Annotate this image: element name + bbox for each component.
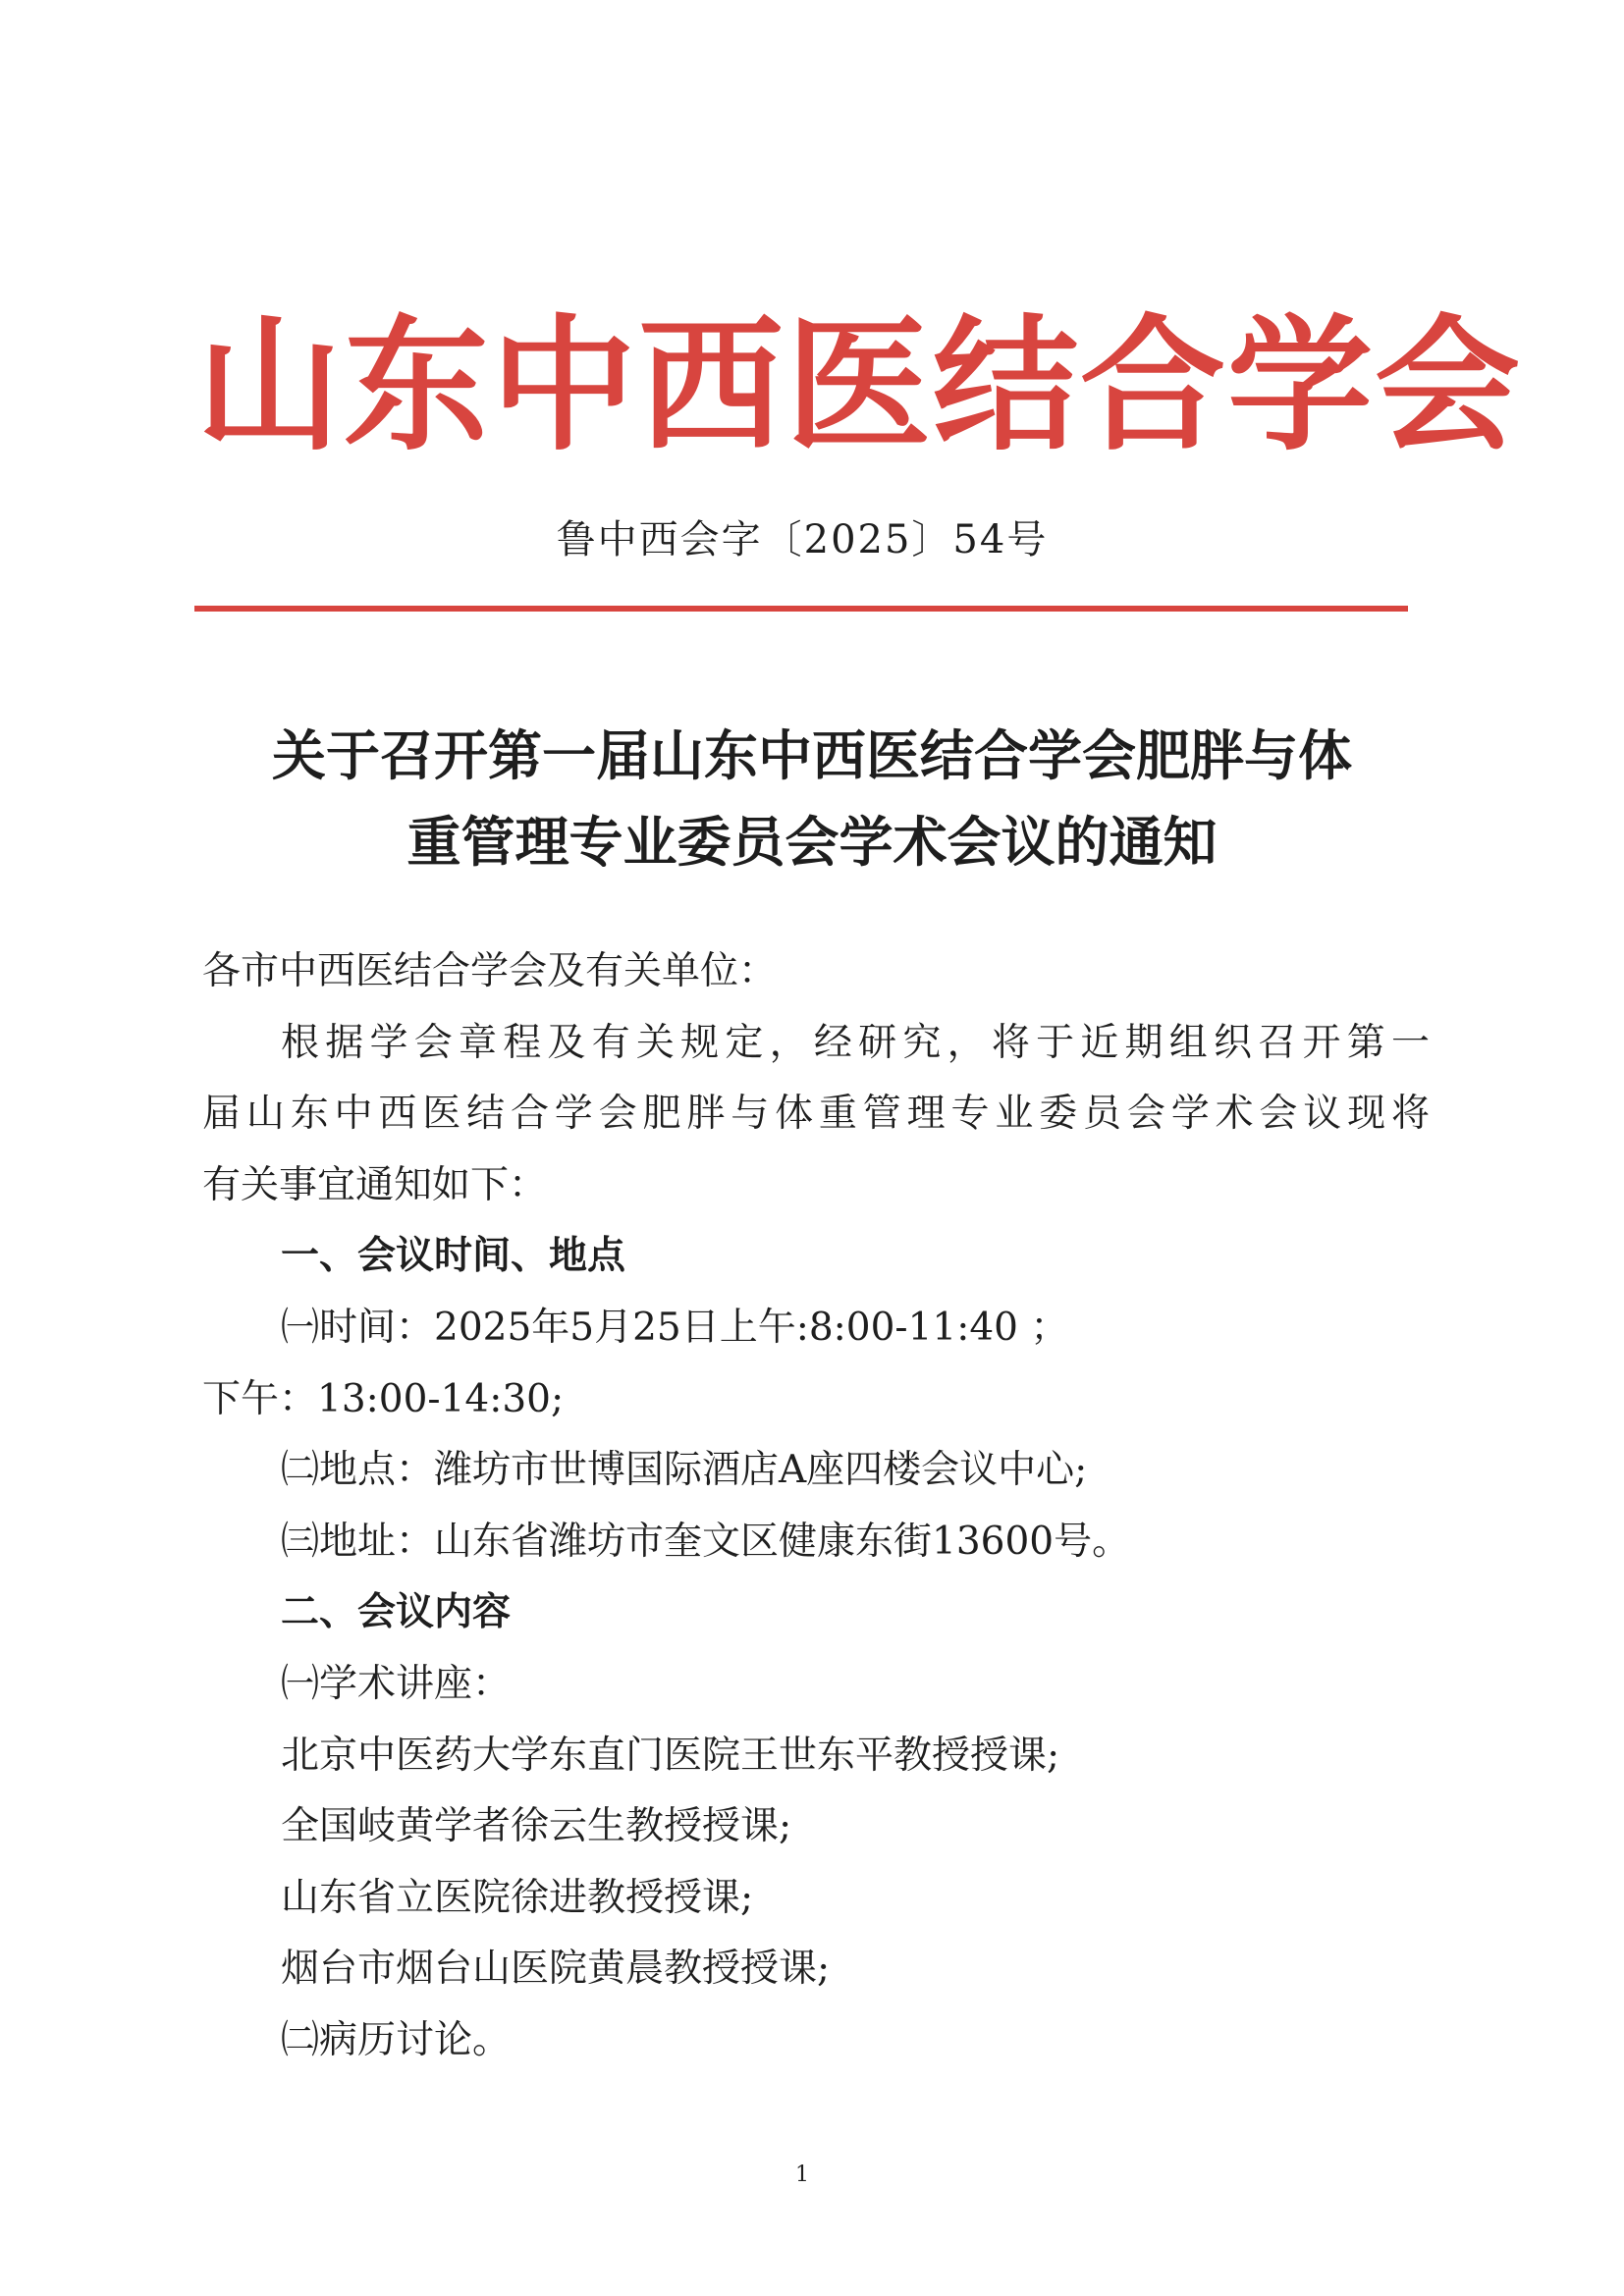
meeting-address: ㈢地址：山东省潍坊市奎文区健康东街13600号。	[281, 1519, 1131, 1564]
section-heading: 二、会议内容	[281, 1590, 512, 1635]
case-discussion: ㈡病历讨论。	[281, 2017, 512, 2062]
document-number: 鲁中西会字〔2025〕54号	[556, 517, 1049, 562]
meeting-time-afternoon: 下午：13:00-14:30;	[202, 1376, 565, 1421]
notice-title	[137, 713, 1487, 885]
intro-line: 有关事宜通知如下：	[202, 1162, 548, 1207]
intro-line: 根据学会章程及有关规定，经研究，将于近期组织召开第一	[281, 1020, 1430, 1065]
section-heading: 一、会议时间、地点	[281, 1234, 626, 1279]
lecture-item: 山东省立医院徐进教授授课;	[281, 1875, 754, 1920]
title-line-1: 关于召开第一届山东中西医结合学会肥胖与体	[271, 724, 1352, 787]
lecture-item: 烟台市烟台山医院黄晨教授授课;	[281, 1947, 831, 1992]
meeting-time: ㈠时间：2025年5月25日上午:8:00-11:40 ；	[281, 1305, 1069, 1350]
page-number: 1	[795, 2163, 809, 2187]
organization-letterhead: 山东中西医结合学会	[196, 299, 1522, 470]
lectures-label: ㈠学术讲座：	[281, 1661, 512, 1706]
intro-line: 届山东中西医结合学会肥胖与体重管理专业委员会学术会议现将	[202, 1092, 1430, 1137]
lecture-item: 北京中医药大学东直门医院王世东平教授授课;	[281, 1733, 1060, 1778]
title-line-2: 重管理专业委员会学术会议的通知	[406, 811, 1218, 874]
red-divider-line	[194, 606, 1408, 612]
salutation: 各市中西医结合学会及有关单位：	[202, 949, 778, 993]
lecture-item: 全国岐黄学者徐云生教授授课;	[281, 1804, 792, 1849]
meeting-place: ㈡地点：潍坊市世博国际酒店A座四楼会议中心;	[281, 1448, 1088, 1493]
notice-body	[202, 936, 1430, 2077]
